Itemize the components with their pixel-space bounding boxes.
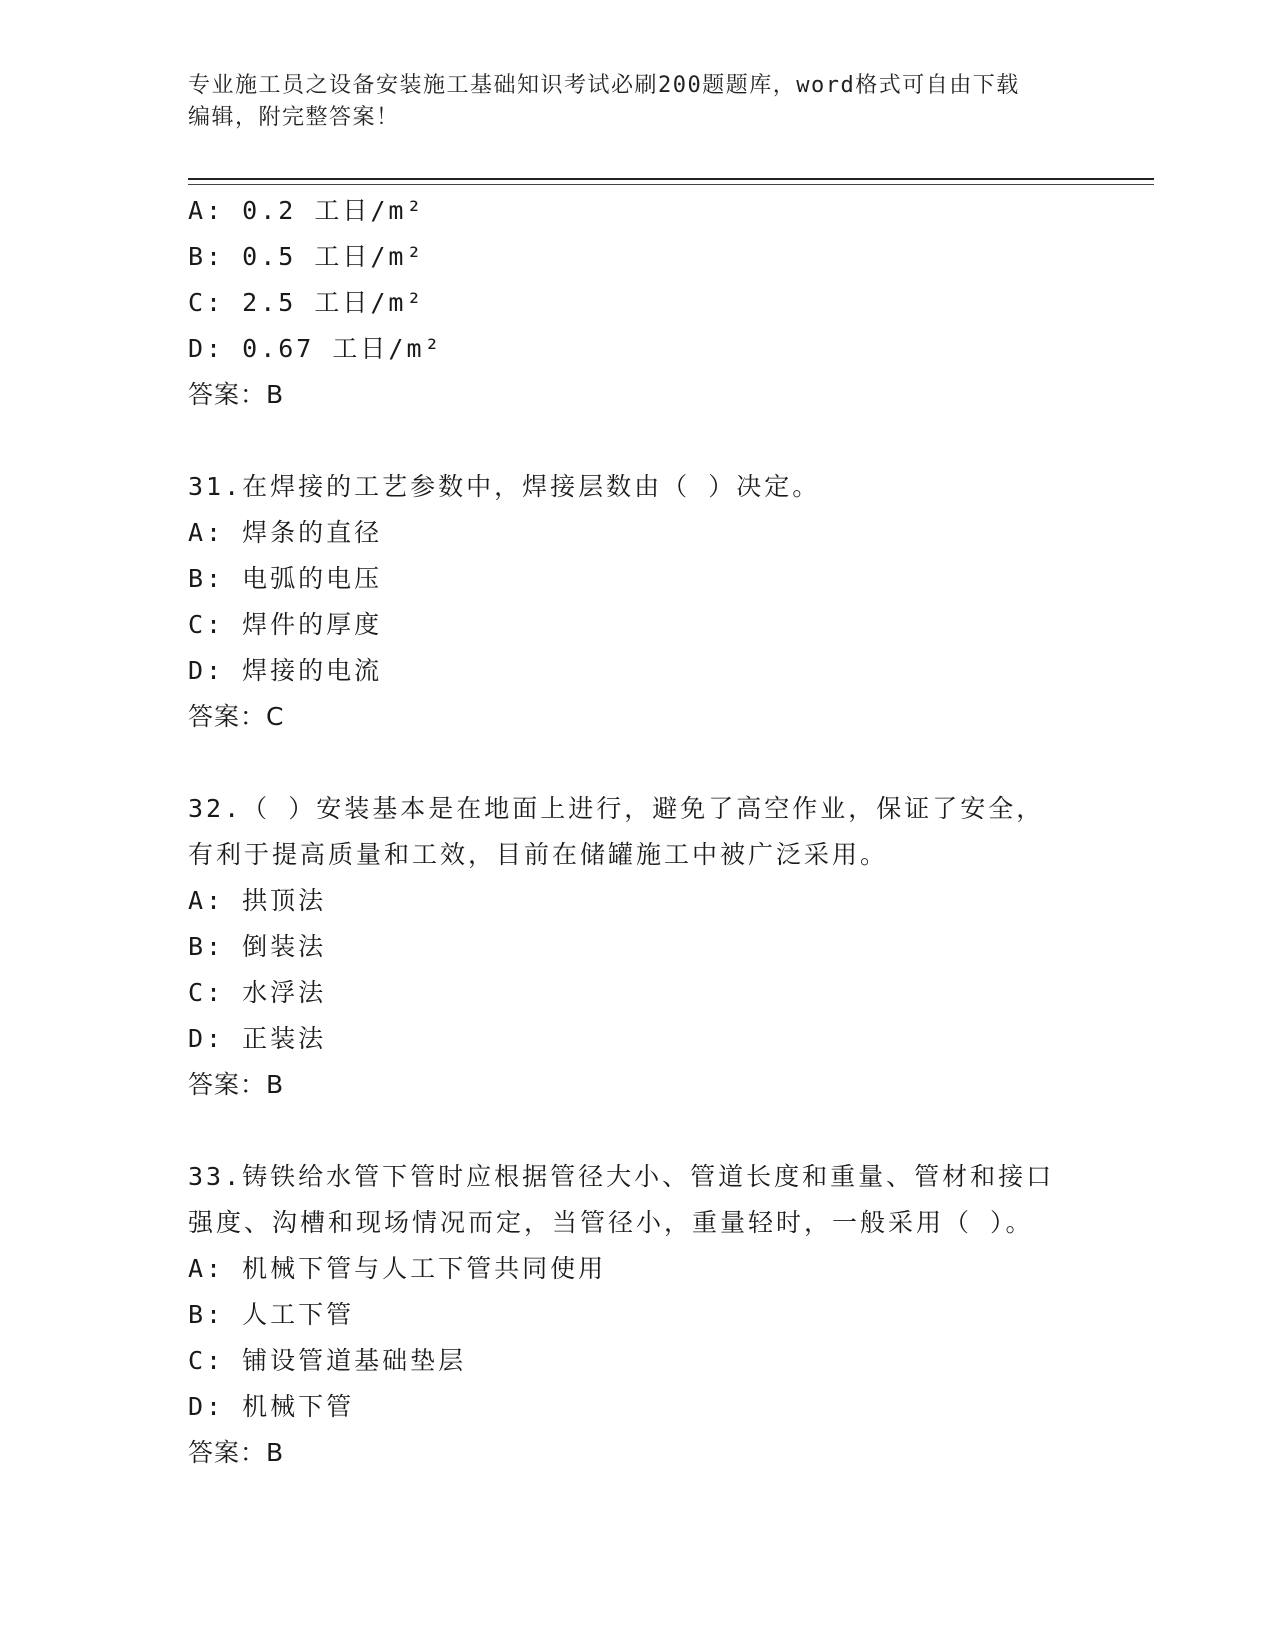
question-stem: 31.在焊接的工艺参数中，焊接层数由（ ）决定。 [188,472,821,501]
spacer [188,740,1088,786]
option-c: C: 铺设管道基础垫层 [188,1346,467,1375]
header-title-line2: 编辑，附完整答案！ [188,105,400,130]
question-stem: 33.铸铁给水管下管时应根据管径大小、管道长度和重量、管材和接口 [188,1162,1055,1191]
answer-line: 答案：C [188,702,285,731]
option-a: A: 0.2 工日/m² [188,196,425,225]
header-divider-thin [188,184,1154,185]
spacer [188,1108,1088,1154]
question-stem-continued: 有利于提高质量和工效，目前在储罐施工中被广泛采用。 [188,840,889,869]
question-block-30 [188,188,1088,418]
option-b: B: 人工下管 [188,1300,355,1329]
spacer [188,418,1088,464]
answer-line: 答案：B [188,380,285,409]
option-a: A: 拱顶法 [188,886,327,915]
header-divider-thick [188,178,1154,180]
document-header [188,70,1088,134]
question-stem: 32.（ ）安装基本是在地面上进行，避免了高空作业，保证了安全， [188,794,1045,823]
option-d: D: 焊接的电流 [188,656,383,685]
option-b: B: 倒装法 [188,932,327,961]
question-block-33 [188,1154,1088,1476]
option-d: D: 0.67 工日/m² [188,334,443,363]
option-c: C: 焊件的厚度 [188,610,383,639]
header-title-line1: 专业施工员之设备安装施工基础知识考试必刷200题题库，word格式可自由下载 [188,73,1020,98]
option-b: B: 电弧的电压 [188,564,383,593]
option-a: A: 机械下管与人工下管共同使用 [188,1254,607,1283]
option-c: C: 2.5 工日/m² [188,288,425,317]
question-stem-continued: 强度、沟槽和现场情况而定，当管径小，重量轻时，一般采用（ ）。 [188,1208,1034,1237]
question-block-31 [188,464,1088,740]
option-c: C: 水浮法 [188,978,327,1007]
question-block-32 [188,786,1088,1108]
answer-line: 答案：B [188,1070,285,1099]
option-d: D: 机械下管 [188,1392,355,1421]
option-b: B: 0.5 工日/m² [188,242,425,271]
option-d: D: 正装法 [188,1024,327,1053]
answer-line: 答案：B [188,1438,285,1467]
question-list [188,188,1088,1476]
option-a: A: 焊条的直径 [188,518,383,547]
